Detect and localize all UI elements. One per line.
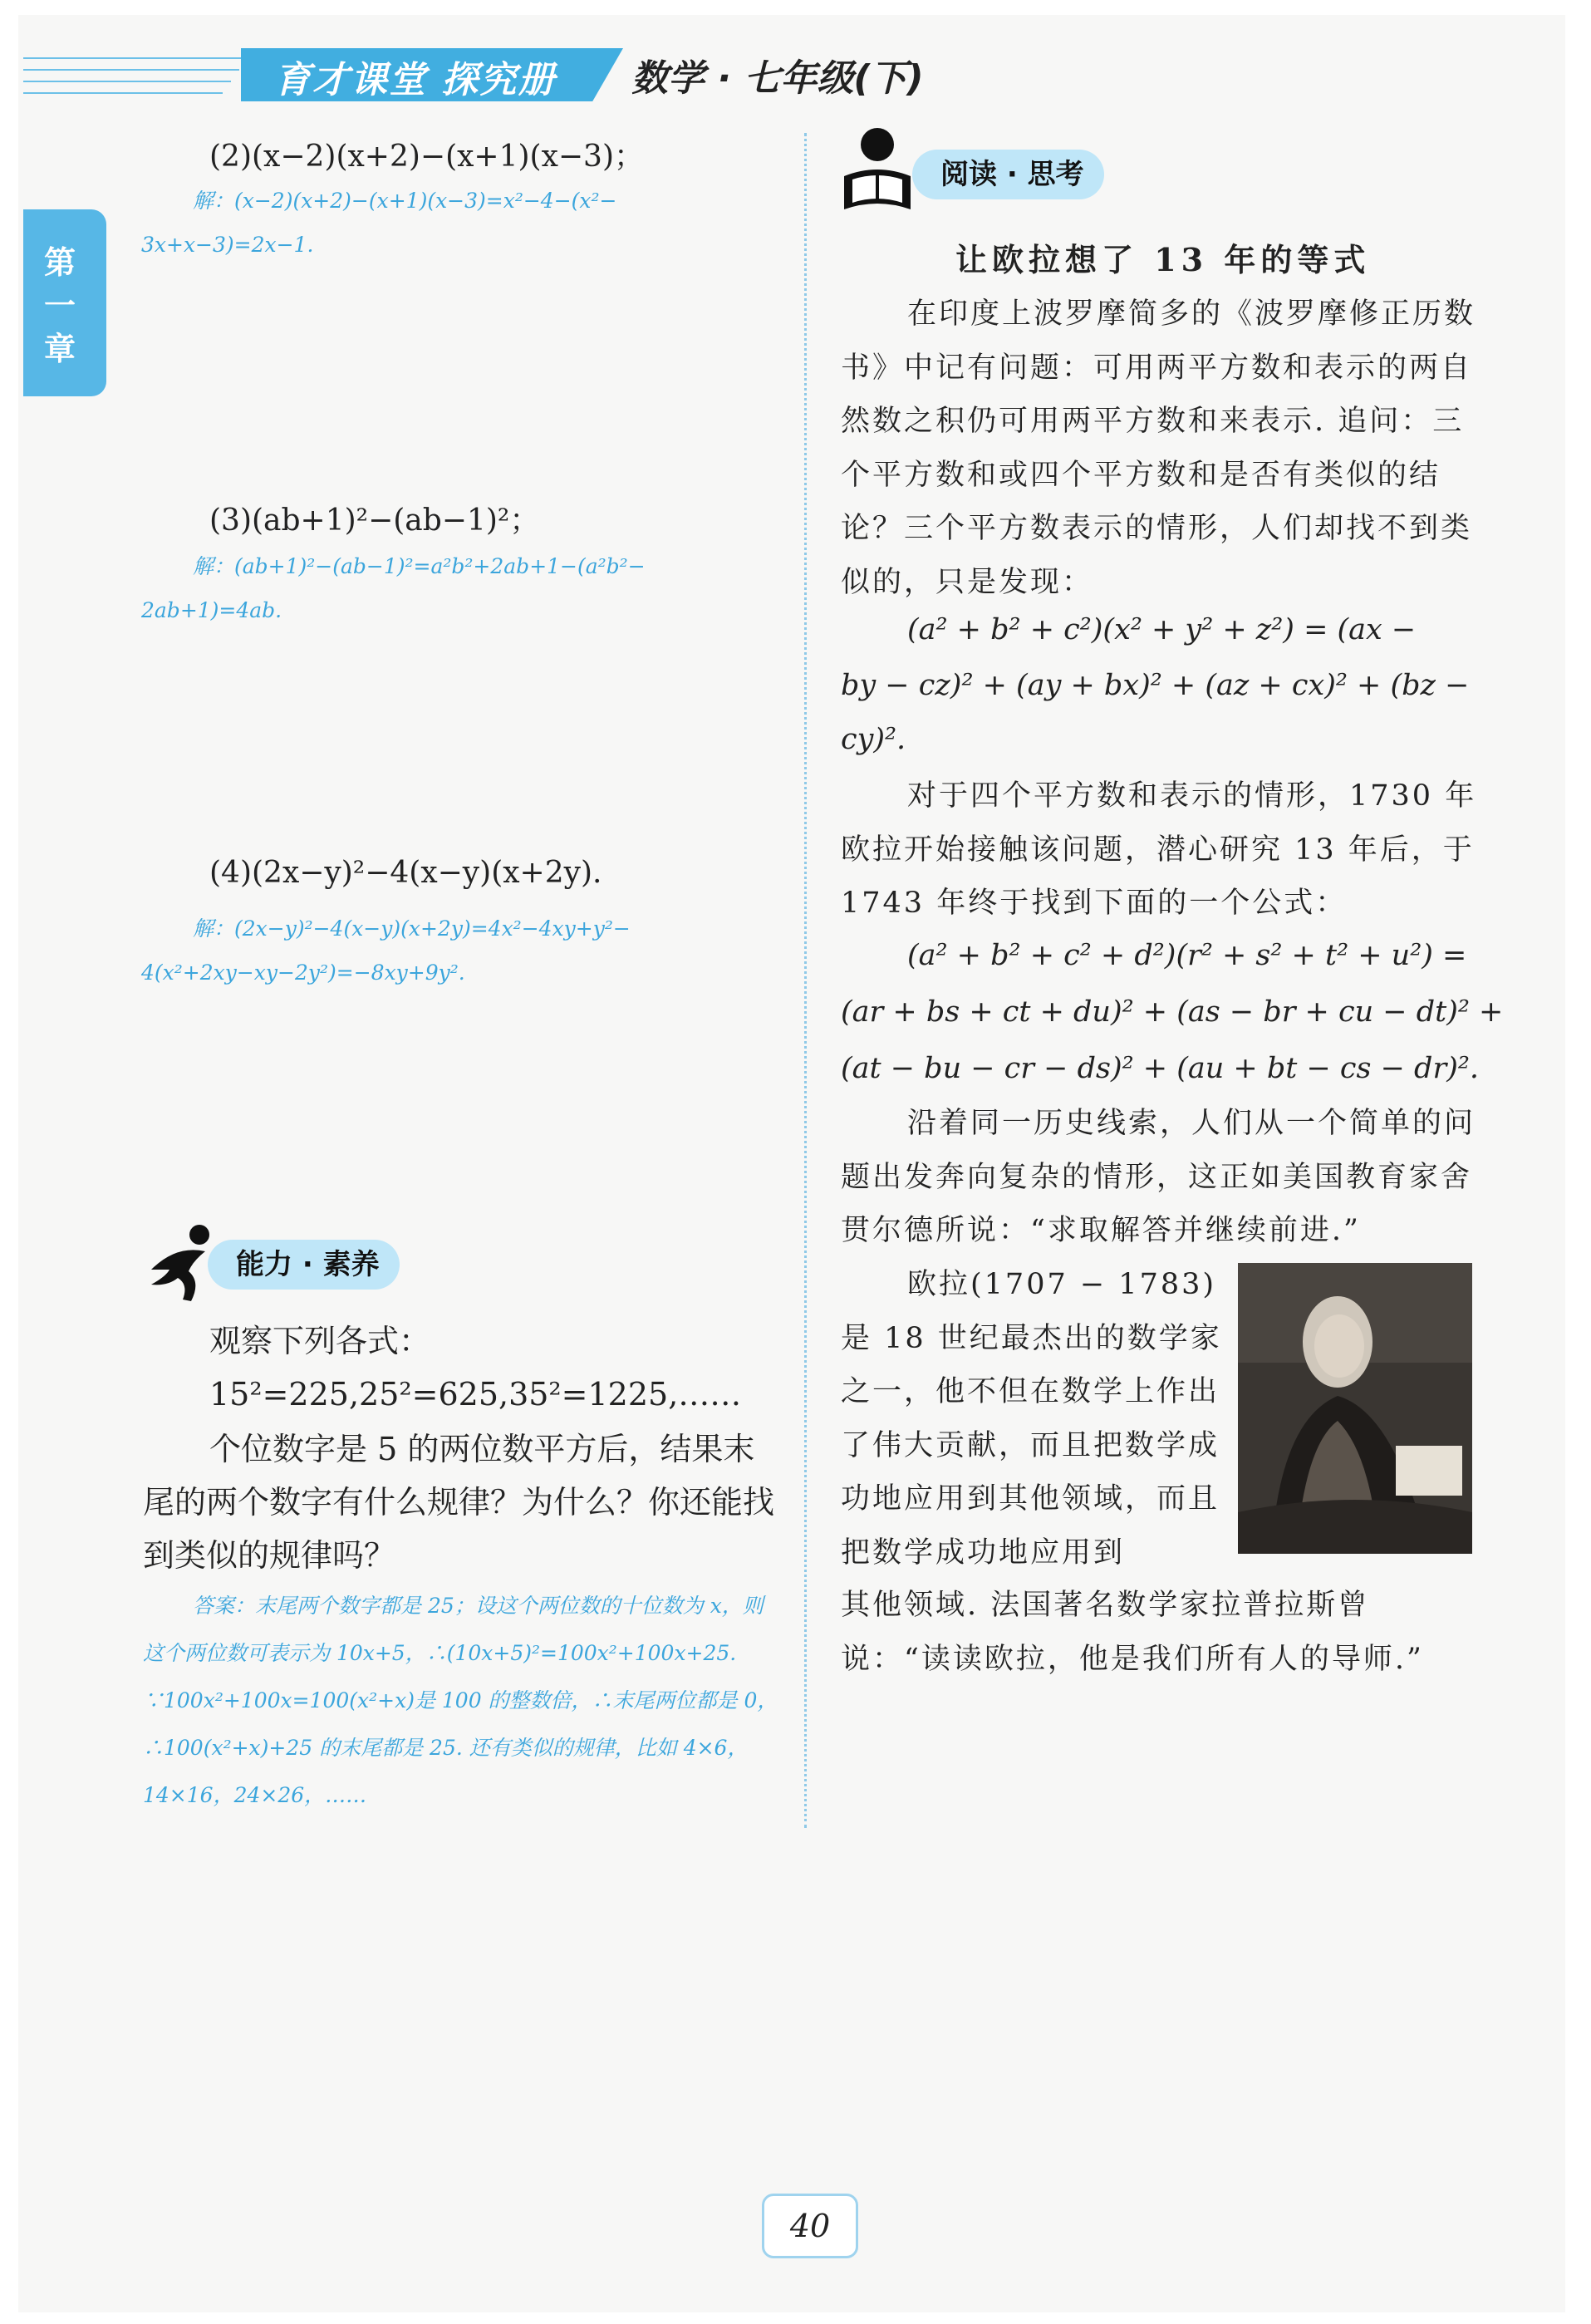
reading-paragraph-1: 在印度上波罗摩简多的《波罗摩修正历数书》中记有问题：可用两平方数和表示的两自然数之积仍可用两平方数和来表示. 追问：三个平方数和或四个平方数和是否有类似的结论？三个平方数表示的情形，人们却找不到类似的，只是发现： [841, 297, 1476, 599]
page-number: 40 [762, 2194, 858, 2258]
ability-answer: 答案：末尾两个数字都是 25；设这个两位数的十位数为 x，则这个两位数可表示为 10x+5，∴(10x+5)²=100x²+100x+25. ∵100x²+100x=100(x²+x)是 100 的整数倍，∴末尾两位都是 0，∴100(x²+x)+25 的末尾都是 25. 还有类似的规律，比如 4×6，14×16，24×26，…… [143, 1594, 778, 1807]
euler-portrait [1238, 1263, 1472, 1554]
reading-section-badge: 阅读 · 思考 [912, 150, 1104, 199]
problem-2-question: (2)(x−2)(x+2)−(x+1)(x−3)； [209, 140, 645, 174]
chapter-tab-label: 第一章 [43, 244, 76, 367]
problem-3-solution-line1: 解：(ab+1)²−(ab−1)²=a²b²+2ab+1−(a²b²− [193, 554, 646, 578]
header-series-title: 育才课堂 探究册 [274, 59, 557, 101]
ability-intro: 观察下列各式： [209, 1323, 431, 1359]
formula-1-line-2: by − cz)² + (ay + bx)² + (az + cx)² + (bz − [841, 669, 1470, 702]
reading-paragraph-4-full: 其他领域. 法国著名数学家拉普拉斯曾说：“读读欧拉，他是我们所有人的导师.” [841, 1589, 1424, 1676]
problem-4-question: (4)(2x−y)²−4(x−y)(x+2y). [209, 856, 602, 890]
formula-1-line-1: (a² + b² + c²)(x² + y² + z²) = (ax − [907, 613, 1417, 646]
formula-2-line-3: (at − bu − cr − ds)² + (au + bt − cs − dr)². [841, 1052, 1480, 1085]
problem-3-question: (3)(ab+1)²−(ab−1)²； [209, 504, 540, 538]
problem-2-solution-line2: 3x+x−3)=2x−1. [141, 233, 314, 257]
problem-4-solution-line2: 4(x²+2xy−xy−2y²)=−8xy+9y². [141, 961, 465, 985]
formula-2-line-1: (a² + b² + c² + d²)(r² + s² + t² + u²) = [907, 939, 1467, 972]
header-subject: 数学 · 七年级(下) [631, 57, 924, 100]
ability-section-badge: 能力 · 素养 [208, 1240, 400, 1290]
formula-1-line-3: cy)². [841, 723, 906, 756]
header-decorative-lines [23, 52, 273, 101]
reader-icon [837, 126, 917, 213]
reading-paragraph-3: 沿着同一历史线索，人们从一个简单的问题出发奔向复杂的情形，这正如美国教育家舍贯尔德所说：“求取解答并继续前进.” [841, 1107, 1476, 1247]
euler-portrait-drawing [1238, 1263, 1472, 1554]
formula-2-line-2: (ar + bs + ct + du)² + (as − br + cu − dt)² + [841, 995, 1504, 1029]
ability-question: 个位数字是 5 的两位数平方后，结果末尾的两个数字有什么规律？为什么？你还能找到类似的规律吗？ [143, 1431, 775, 1574]
reading-paragraph-4-wrap: 欧拉(1707 − 1783)是 18 世纪最杰出的数学家之一，他不但在数学上作出了伟大贡献，而且把数学成功地应用到其他领域，而且把数学成功地应用到 [841, 1268, 1222, 1570]
column-divider [804, 133, 807, 1828]
ability-examples: 15²=225,25²=625,35²=1225,…… [209, 1376, 742, 1413]
reading-paragraph-2: 对于四个平方数和表示的情形，1730 年欧拉开始接触该问题，潜心研究 13 年后，于 1743 年终于找到下面的一个公式： [841, 779, 1477, 920]
reading-title: 让欧拉想了 13 年的等式 [955, 241, 1371, 278]
problem-2-solution-line1: 解：(x−2)(x+2)−(x+1)(x−3)=x²−4−(x²− [193, 189, 617, 213]
problem-3-solution-line2: 2ab+1)=4ab. [141, 598, 282, 622]
problem-4-solution-line1: 解：(2x−y)²−4(x−y)(x+2y)=4x²−4xy+y²− [193, 916, 631, 941]
